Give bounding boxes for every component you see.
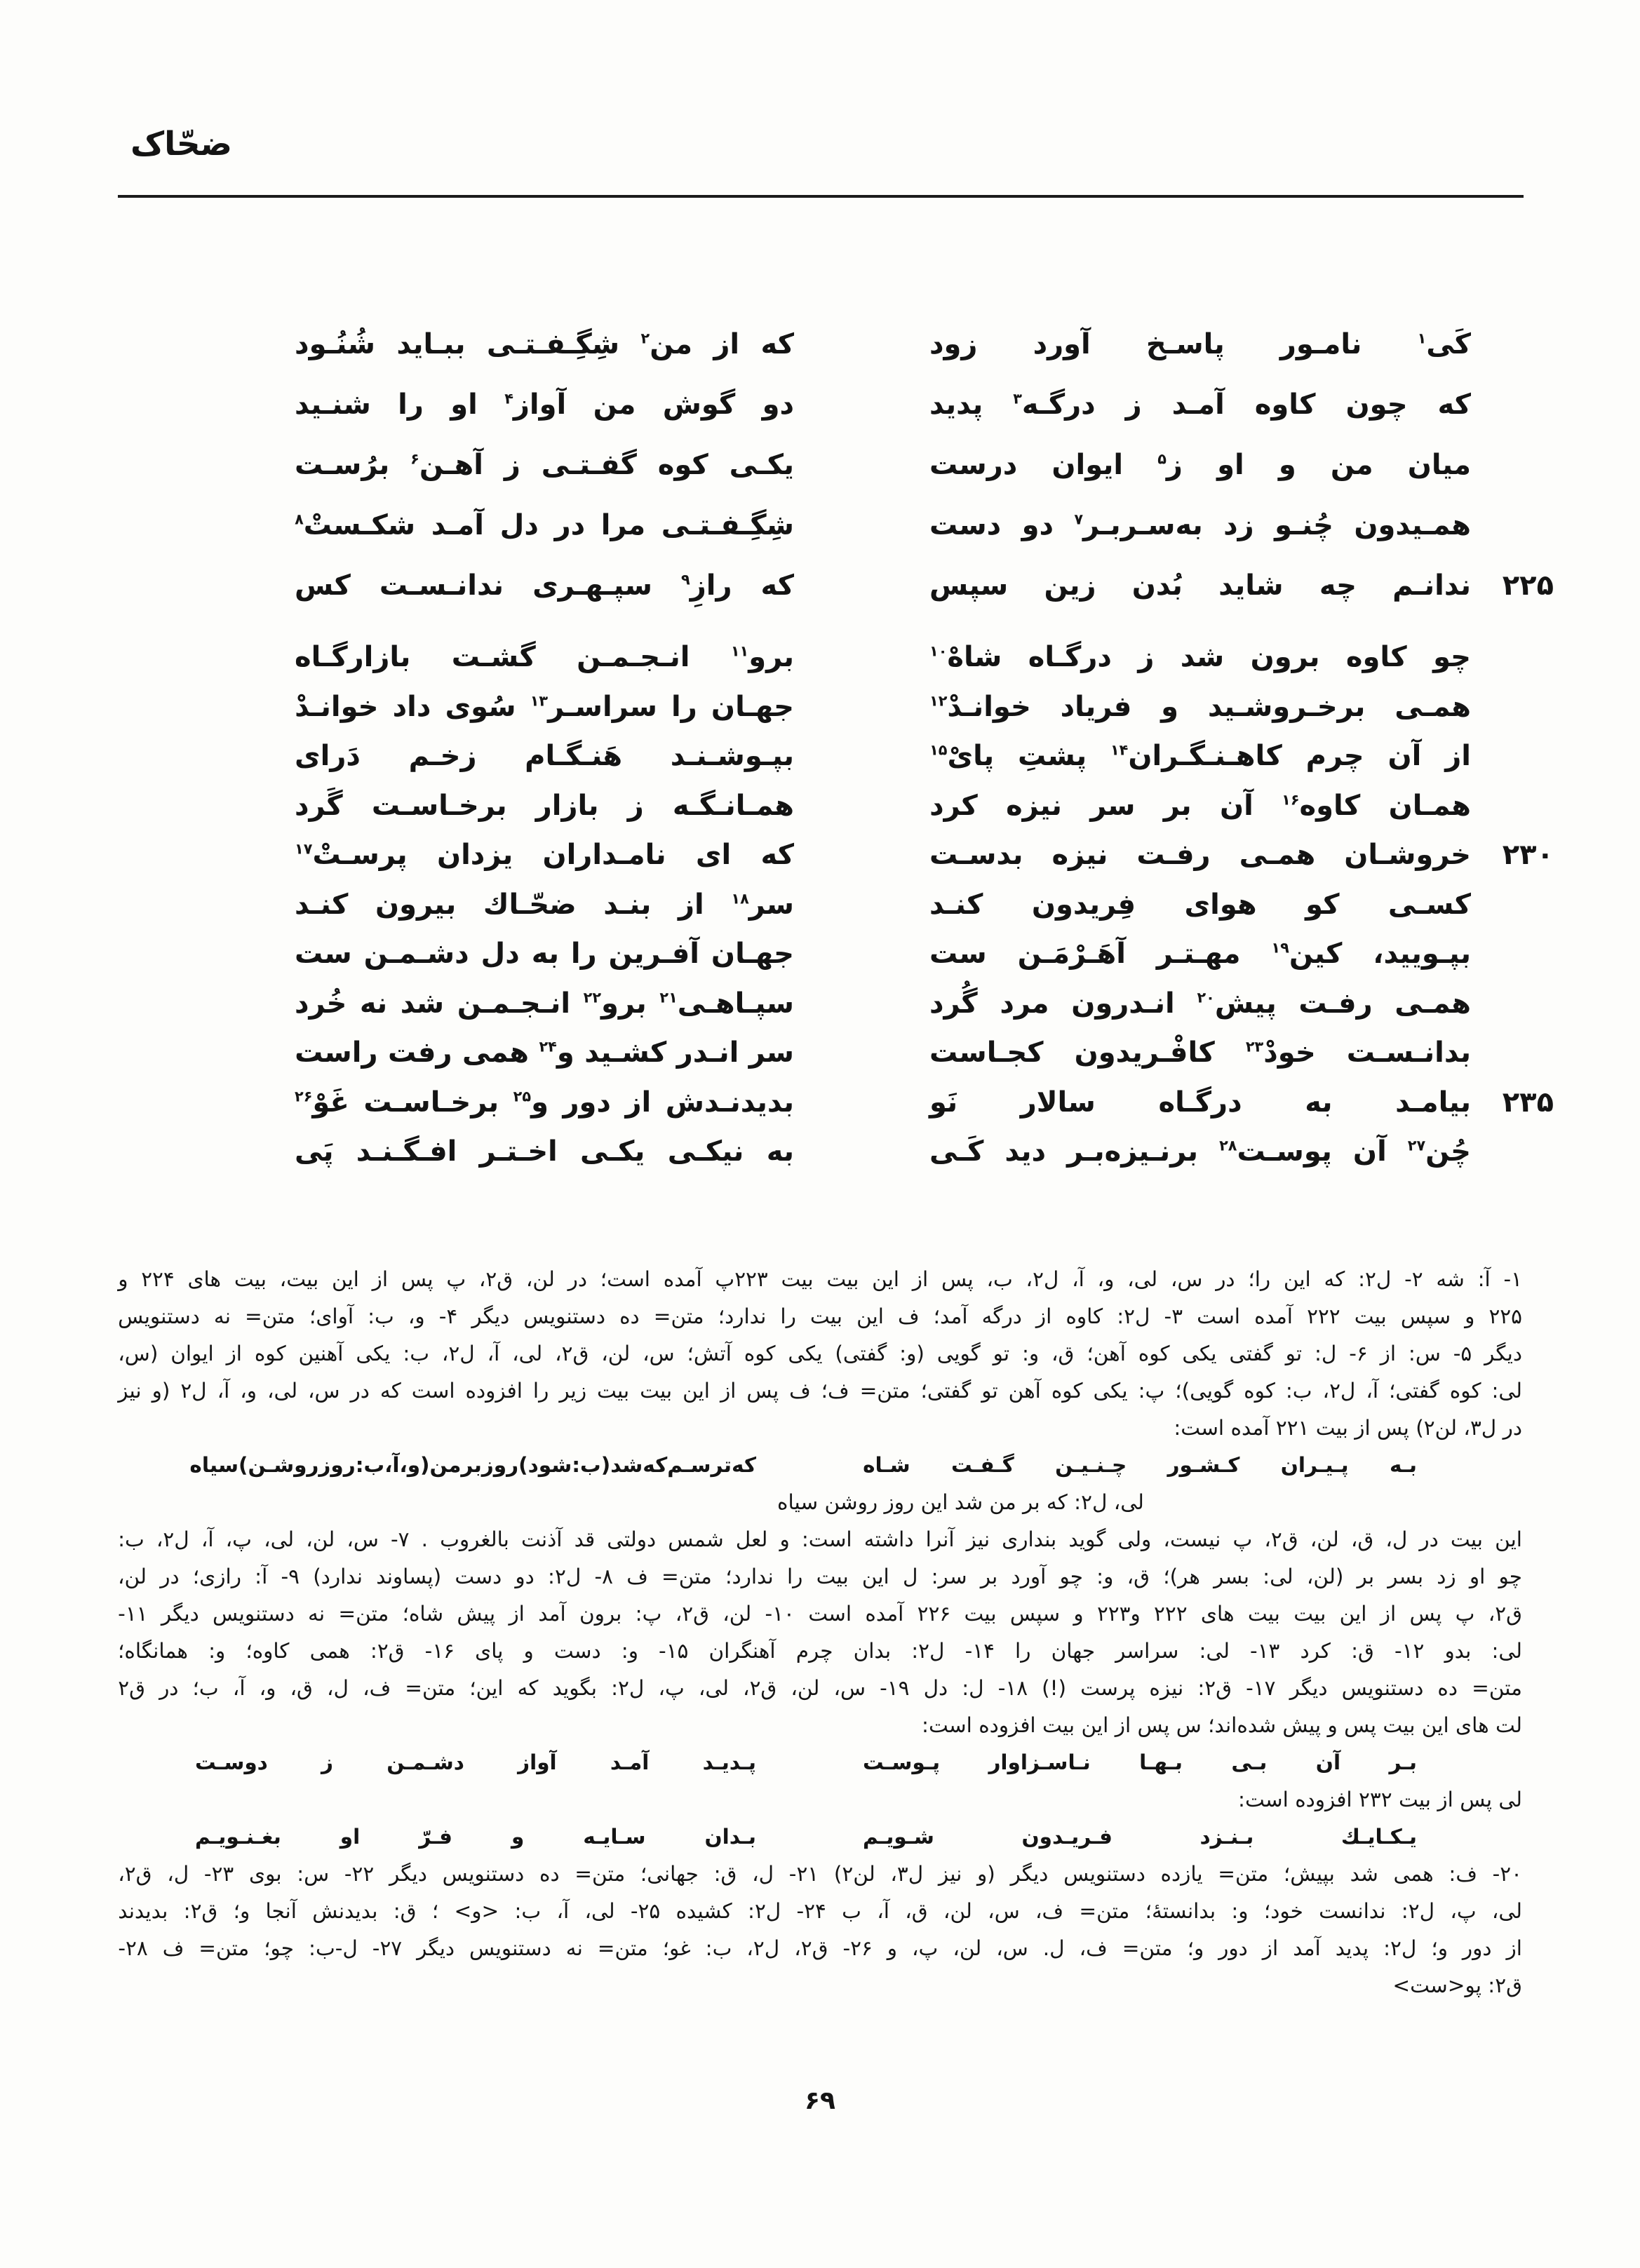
hemistich-left: سپـاهـی$^{۲۱}$ برو$^{۲۲}$ انـجـمـن شد نه خُرد (295, 987, 794, 1020)
poem-line (295, 1078, 1554, 1128)
hemistich-right: خروشـان همـی رفـت نیزه بدسـت (929, 839, 1471, 872)
poem-line (295, 880, 1554, 930)
poem-line (295, 555, 1554, 616)
poem-block-2 (295, 633, 1554, 1177)
poem-block-1 (295, 314, 1554, 616)
hemistich-right: بدانـسـت خودْ$^{۲۳}$ کافْـریدون کجـاست (929, 1037, 1471, 1069)
footnote-verse-line (118, 1447, 1522, 1484)
footnote-line: در ل۳، لن۲) پس از بیت ۲۲۱ آمده است: (1174, 1416, 1522, 1440)
footnote-line: ۲۰- ف: همی شد بپیش؛ متن= یازده دستنویس دیگر (و نیز ل۳، لن۲) ۲۱- ل، ق: جهانی؛ متن= ده دستنویس دیگر ۲۲- س: بوی ۲۳- ل، ق۲، (118, 1862, 1522, 1886)
poem-line (295, 929, 1554, 979)
footnote-line: ق۲، پ پس از این بیت بیت های ۲۲۲ و۲۲۳ و سپس بیت ۲۲۶ آمده است ۱۰- لن، ق۲، پ: برون آمد از پیش شاه؛ متن= نه دستنویس دیگر ۱۱- (118, 1602, 1522, 1626)
footnote-line: از دور و؛ ل۲: پدید آمد از دور و؛ متن= ف، ل. س، لن، پ، و ۲۶- ق۲، ل۲، ب: غو؛ متن= نه دستنویس دیگر ۲۷- ل-ب: چو؛ متن= ف ۲۸- (118, 1936, 1522, 1960)
footnote-verse-line (118, 1744, 1522, 1781)
footnote-verse-right: بـه پـیـران کـشـور چـنـیـن گـفـت شـاه (863, 1453, 1417, 1477)
poem-line (295, 731, 1554, 781)
footnote-verse-line (118, 1818, 1522, 1856)
hemistich-right: بیامـد به درگـاه سالار نَو (929, 1086, 1471, 1119)
poem-line (295, 830, 1554, 880)
footnote-verse-left: که ترسـم که شد (ب: شود) روز بر من (و، آ، ب: روز روشـن) سیاه (189, 1453, 756, 1477)
footnote-line: لت های این بیت پس و پیش شده‌اند؛ س پس از این بیت افزوده است: (922, 1713, 1522, 1737)
chapter-title: ضحّاک (130, 125, 233, 163)
hemistich-right: چُن$^{۲۷}$ آن پوسـت$^{۲۸}$ برنـیزه‌بـر دید کَـی (929, 1135, 1471, 1168)
hemistich-left: جهـان را سراسـر$^{۱۳}$ سُوی داد خوانـدْ (295, 690, 794, 723)
poem-line (295, 781, 1554, 831)
footnote-line: لی پس از بیت ۲۳۲ افزوده است: (1238, 1788, 1522, 1811)
footnote-line: لی، پ، ل۲: ندانست خود؛ و: بدانستۀ؛ متن= ف، س، لن، ق، آ، ب ۲۴- ل۲: کشیده ۲۵- لی، آ، ب: <و> ؛ ق: بدیدنش آنجا و؛ ق۲: بدیدند (118, 1899, 1522, 1923)
hemistich-left: بدیدنـدش از دور و$^{۲۵}$ برخـاسـت غَوْ$^{۲۶}$ (295, 1086, 794, 1119)
hemistich-left: که رازِ$^۹$ سپـهـری ندانـسـت کس (295, 569, 794, 602)
hemistich-left: برو$^{۱۱}$ انـجـمـن گشـت بازارگـاه (295, 641, 794, 674)
poem-line (295, 495, 1554, 555)
poem-line (295, 682, 1554, 732)
hemistich-left: یکـی کوه گفـتـی ز آهـن$^۶$ برُسـت (295, 449, 794, 481)
hemistich-right: همـیدون چُنـو زد به‌سـربـر$^۷$ دو دست (929, 509, 1471, 541)
hemistich-left: سر انـدر کشـید و$^{۲۴}$ همی رفت راست (295, 1037, 794, 1069)
footnote-line: لی: کوه گفتی؛ آ، ل۲، ب: کوه گویی)؛ پ: یکی کوه آهن تو گفتی؛ متن= ف؛ ف پس از این بیت بیت زیر را افزوده است که در س، لی، و، آ، ل۲ (و نیز (118, 1379, 1522, 1403)
poem-line (295, 1028, 1554, 1078)
header-divider (118, 195, 1524, 198)
hemistich-left: همـانـگـه ز بازار برخـاسـت گَرد (295, 789, 794, 822)
footnotes-section (118, 1261, 1522, 2004)
footnote-line: ۲۲۵ و سپس بیت ۲۲۲ آمده است ۳- ل۲: کاوه از درگه آمد؛ ف این بیت را ندارد؛ متن= ده دستنویس دیگر ۴- و، ب: آوای؛ متن= نه دستنویس (118, 1304, 1522, 1328)
hemistich-left: شِگِـفـتـی مرا در دل آمـد شکـستْ$^۸$ (295, 509, 794, 541)
hemistich-right: ندانـم چه شاید بُدن زین سپس (929, 569, 1471, 602)
hemistich-left: که از من$^۲$ شِگِـفـتـی ببـاید شُنُـود (295, 328, 794, 360)
footnote-line: لی: بدو ۱۲- ق: کرد ۱۳- لی: سراسر جهان را ۱۴- ل۲: بدان چرم آهنگران ۱۵- و: دست و پای ۱۶- ق۲: همی کاوه؛ و: همانگاه؛ (118, 1639, 1522, 1663)
poem-line (295, 1127, 1554, 1177)
hemistich-right: کسـی کو هوای فِریدون کنـد (929, 888, 1471, 921)
hemistich-right: که چون کاوه آمـد ز درگـه$^۳$ پدید (929, 389, 1471, 421)
hemistich-right: چو کاوه برون شد ز درگـاه شاهْ$^{۱۰}$ (929, 641, 1471, 674)
verse-number: ۲۲۵ (1502, 569, 1554, 602)
hemistich-right: بپـویید، کین$^{۱۹}$ مهـتـر آهَـرْمَـن ست (929, 938, 1471, 971)
hemistich-left: به نیکـی یکـی اخـتـر افـگـنـد پَی (295, 1135, 794, 1168)
hemistich-right: همـی رفـت پیش$^{۲۰}$ انـدرون مرد گُرد (929, 987, 1471, 1020)
poem-line (295, 633, 1554, 682)
footnote-line: متن= ده دستنویس دیگر ۱۷- ق۲: نیزه پرست (!) ۱۸- ل: دل ۱۹- س، لن، ق۲، لی، پ، ل۲: بگوید که این؛ متن= ف، ل، ق، و، آ، ب؛ در ق۲ (118, 1676, 1522, 1700)
hemistich-right: همـی برخـروشـید و فریاد خوانـدْ$^{۱۲}$ (929, 690, 1471, 723)
footnote-line: چو او زد بسر بر (لن، لی: بسر هر)؛ ق، و: چو آورد بر سر: ل این بیت را ندارد؛ متن= ف ۸- ل۲: دو دست (پساوند ندارد) ۹- آ: رازی؛ در لن، (118, 1565, 1522, 1588)
hemistich-left: که ای نامـداران یزدان پرسـتْ$^{۱۷}$ (295, 839, 794, 872)
poem-line (295, 435, 1554, 495)
hemistich-right: همـان کاوه$^{۱۶}$ آن بر سر نیزه کرد (929, 789, 1471, 822)
hemistich-left: جهـان آفـرین را به دل دشـمـن ست (295, 938, 794, 971)
verse-number: ۲۳۵ (1502, 1086, 1554, 1119)
hemistich-right: کَی$^۱$ نامـور پاسـخ آورد زود (929, 328, 1471, 360)
poem-line (295, 314, 1554, 374)
hemistich-right: از آن چرم کاهـنـگـران$^{۱۴}$ پشتِ پایْ$^{۱۵}$ (929, 740, 1471, 773)
hemistich-left: دو گوش من آواز$^۴$ او را شنـید (295, 389, 794, 421)
footnote-line: ق۲: پو<ست> (1392, 1973, 1522, 1997)
footnote-verse-left: پـدیـد آمـد آواز دشـمـن ز دوسـت (195, 1750, 756, 1774)
footnote-verse-right: یـکـایـك بـنـزد فـریـدون شـویـم (863, 1825, 1417, 1849)
hemistich-left: بپـوشـنـد هَنـگـام زخـم دَرای (295, 740, 794, 773)
hemistich-left: سر$^{۱۸}$ از بنـد ضحّـاك بیرون کنـد (295, 888, 794, 921)
footnote-verse-left: بـدان سـایـه و فـرّ او بغـنـویـم (195, 1825, 756, 1849)
footnote-verse-right: بـر آن بـی بـهـا نـاسـزاوار پـوسـت (863, 1750, 1417, 1774)
poem-line (295, 979, 1554, 1029)
footnote-line: این بیت در ل، ق، لن، ق۲، پ نیست، ولی گوید بنداری نیز آنرا داشته است: و لعل شمس دولتی قد آذنت بالغروب . ۷- س، لن، لی، پ، آ، ل۲، ب: (118, 1527, 1522, 1551)
poem-line (295, 374, 1554, 435)
page-number: ۶۹ (805, 2086, 835, 2115)
hemistich-right: میان من و او ز$^۵$ ایوان درست (929, 449, 1471, 481)
verse-number: ۲۳۰ (1502, 839, 1554, 872)
footnote-line: ۱- آ: شه ۲- ل۲: که این را؛ در س، لی، و، آ، ل۲، ب، پس از این بیت بیت ۲۲۳پ آمده است؛ در لن، ق۲، پ پس از این بیت، بیت های ۲۲۴ و (118, 1267, 1522, 1291)
footnote-line: لی، ل۲: که بر من شد این روز روشن سیاه (777, 1490, 1144, 1514)
footnote-line: دیگر ۵- س: از ۶- ل: تو گفتی یکی کوه آهن؛ ق، و: تو گویی (و: گفتی) یکی کوه آتش؛ س، لن، ق۲، لی، آ، ل۲، ب: یکی آهنین کوه از ایوان (س، (118, 1342, 1522, 1365)
